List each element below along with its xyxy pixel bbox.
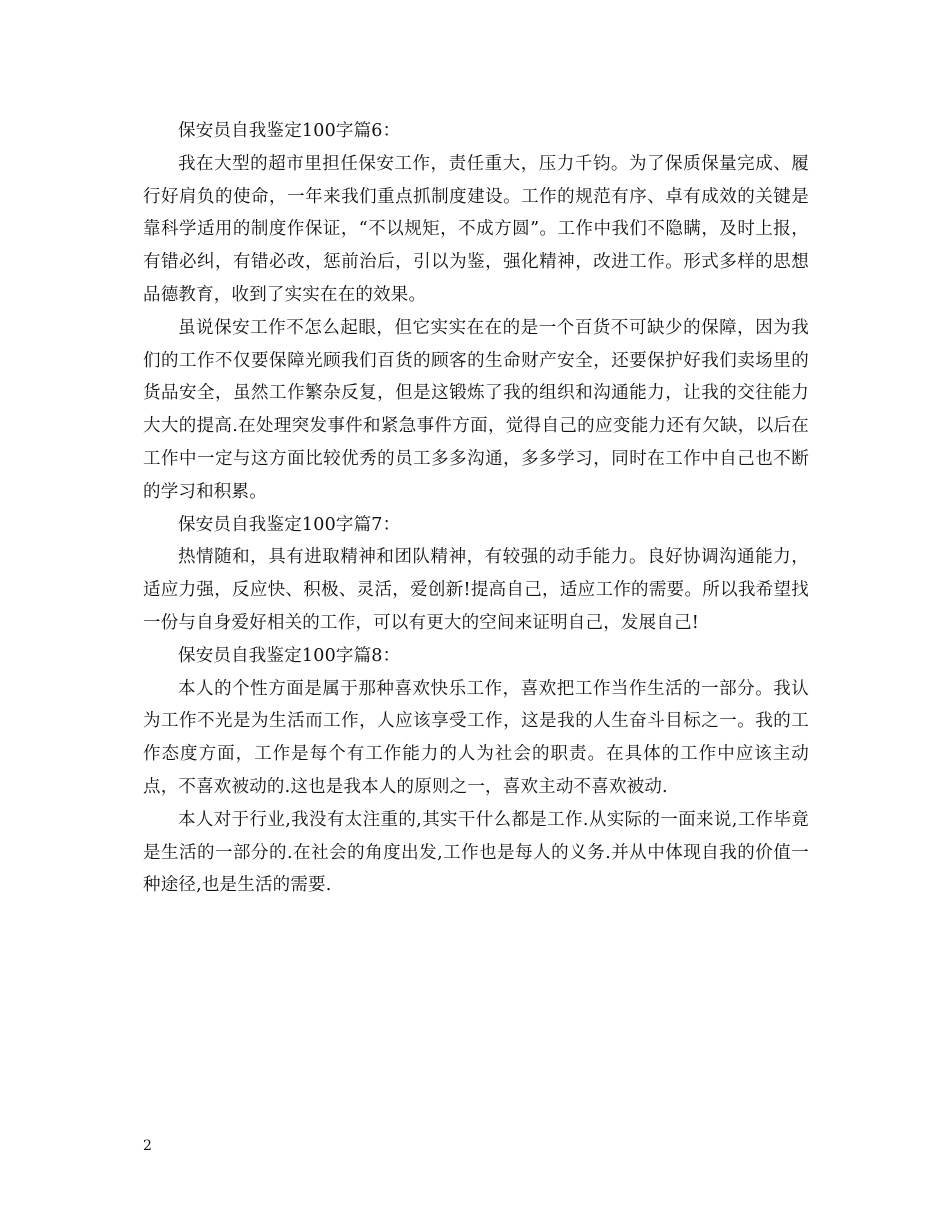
paragraph: 虽说保安工作不怎么起眼，但它实实在在的是一个百货不可缺少的保障，因为我们的工作不仅要保障光顾我们百货的顾客的生命财产安全，还要保护好我们卖场里的货品安全，虽然工作繁杂反复，但是这锻炼了我的组织和沟通能力，让我的交往能力大大的提高.在处理突发事件和紧急事件方面，觉得自己的应变能力还有欠缺，以后在工作中一定与这方面比较优秀的员工多多沟通，多多学习，同时在工作中自己也不断的学习和积累。	[143, 317, 809, 502]
document-body	[143, 115, 809, 902]
paragraph: 我在大型的超市里担任保安工作，责任重大，压力千钧。为了保质保量完成、履行好肩负的使命，一年来我们重点抓制度建设。工作的规范有序、卓有成效的关键是靠科学适用的制度作保证，“不以规矩，不成方圆”。工作中我们不隐瞒，及时上报，有错必纠，有错必改，惩前治后，引以为鉴，强化精神，改进工作。形式多样的思想品德教育，收到了实实在在的效果。	[143, 153, 809, 305]
section-heading-8: 保安员自我鉴定100字篇8：	[178, 645, 401, 666]
paragraph: 本人对于行业,我没有太注重的,其实干什么都是工作.从实际的一面来说,工作毕竟是生活的一部分的.在社会的角度出发,工作也是每人的义务.并从中体现自我的价值一种途径,也是生活的需要.	[143, 809, 809, 896]
section-heading-6: 保安员自我鉴定100字篇6：	[178, 121, 401, 141]
page-number: 2	[143, 1138, 152, 1154]
section-heading-7: 保安员自我鉴定100字篇7：	[178, 514, 401, 535]
paragraph: 本人的个性方面是属于那种喜欢快乐工作，喜欢把工作当作生活的一部分。我认为工作不光是为生活而工作，人应该享受工作，这是我的人生奋斗目标之一。我的工作态度方面，工作是每个有工作能力的人为社会的职责。在具体的工作中应该主动点，不喜欢被动的.这也是我本人的原则之一，喜欢主动不喜欢被动.	[143, 678, 809, 797]
paragraph: 热情随和，具有进取精神和团队精神，有较强的动手能力。良好协调沟通能力，适应力强，反应快、积极、灵活，爱创新!提高自己，适应工作的需要。所以我希望找一份与自身爱好相关的工作，可以有更大的空间来证明自己，发展自己!	[143, 547, 809, 633]
